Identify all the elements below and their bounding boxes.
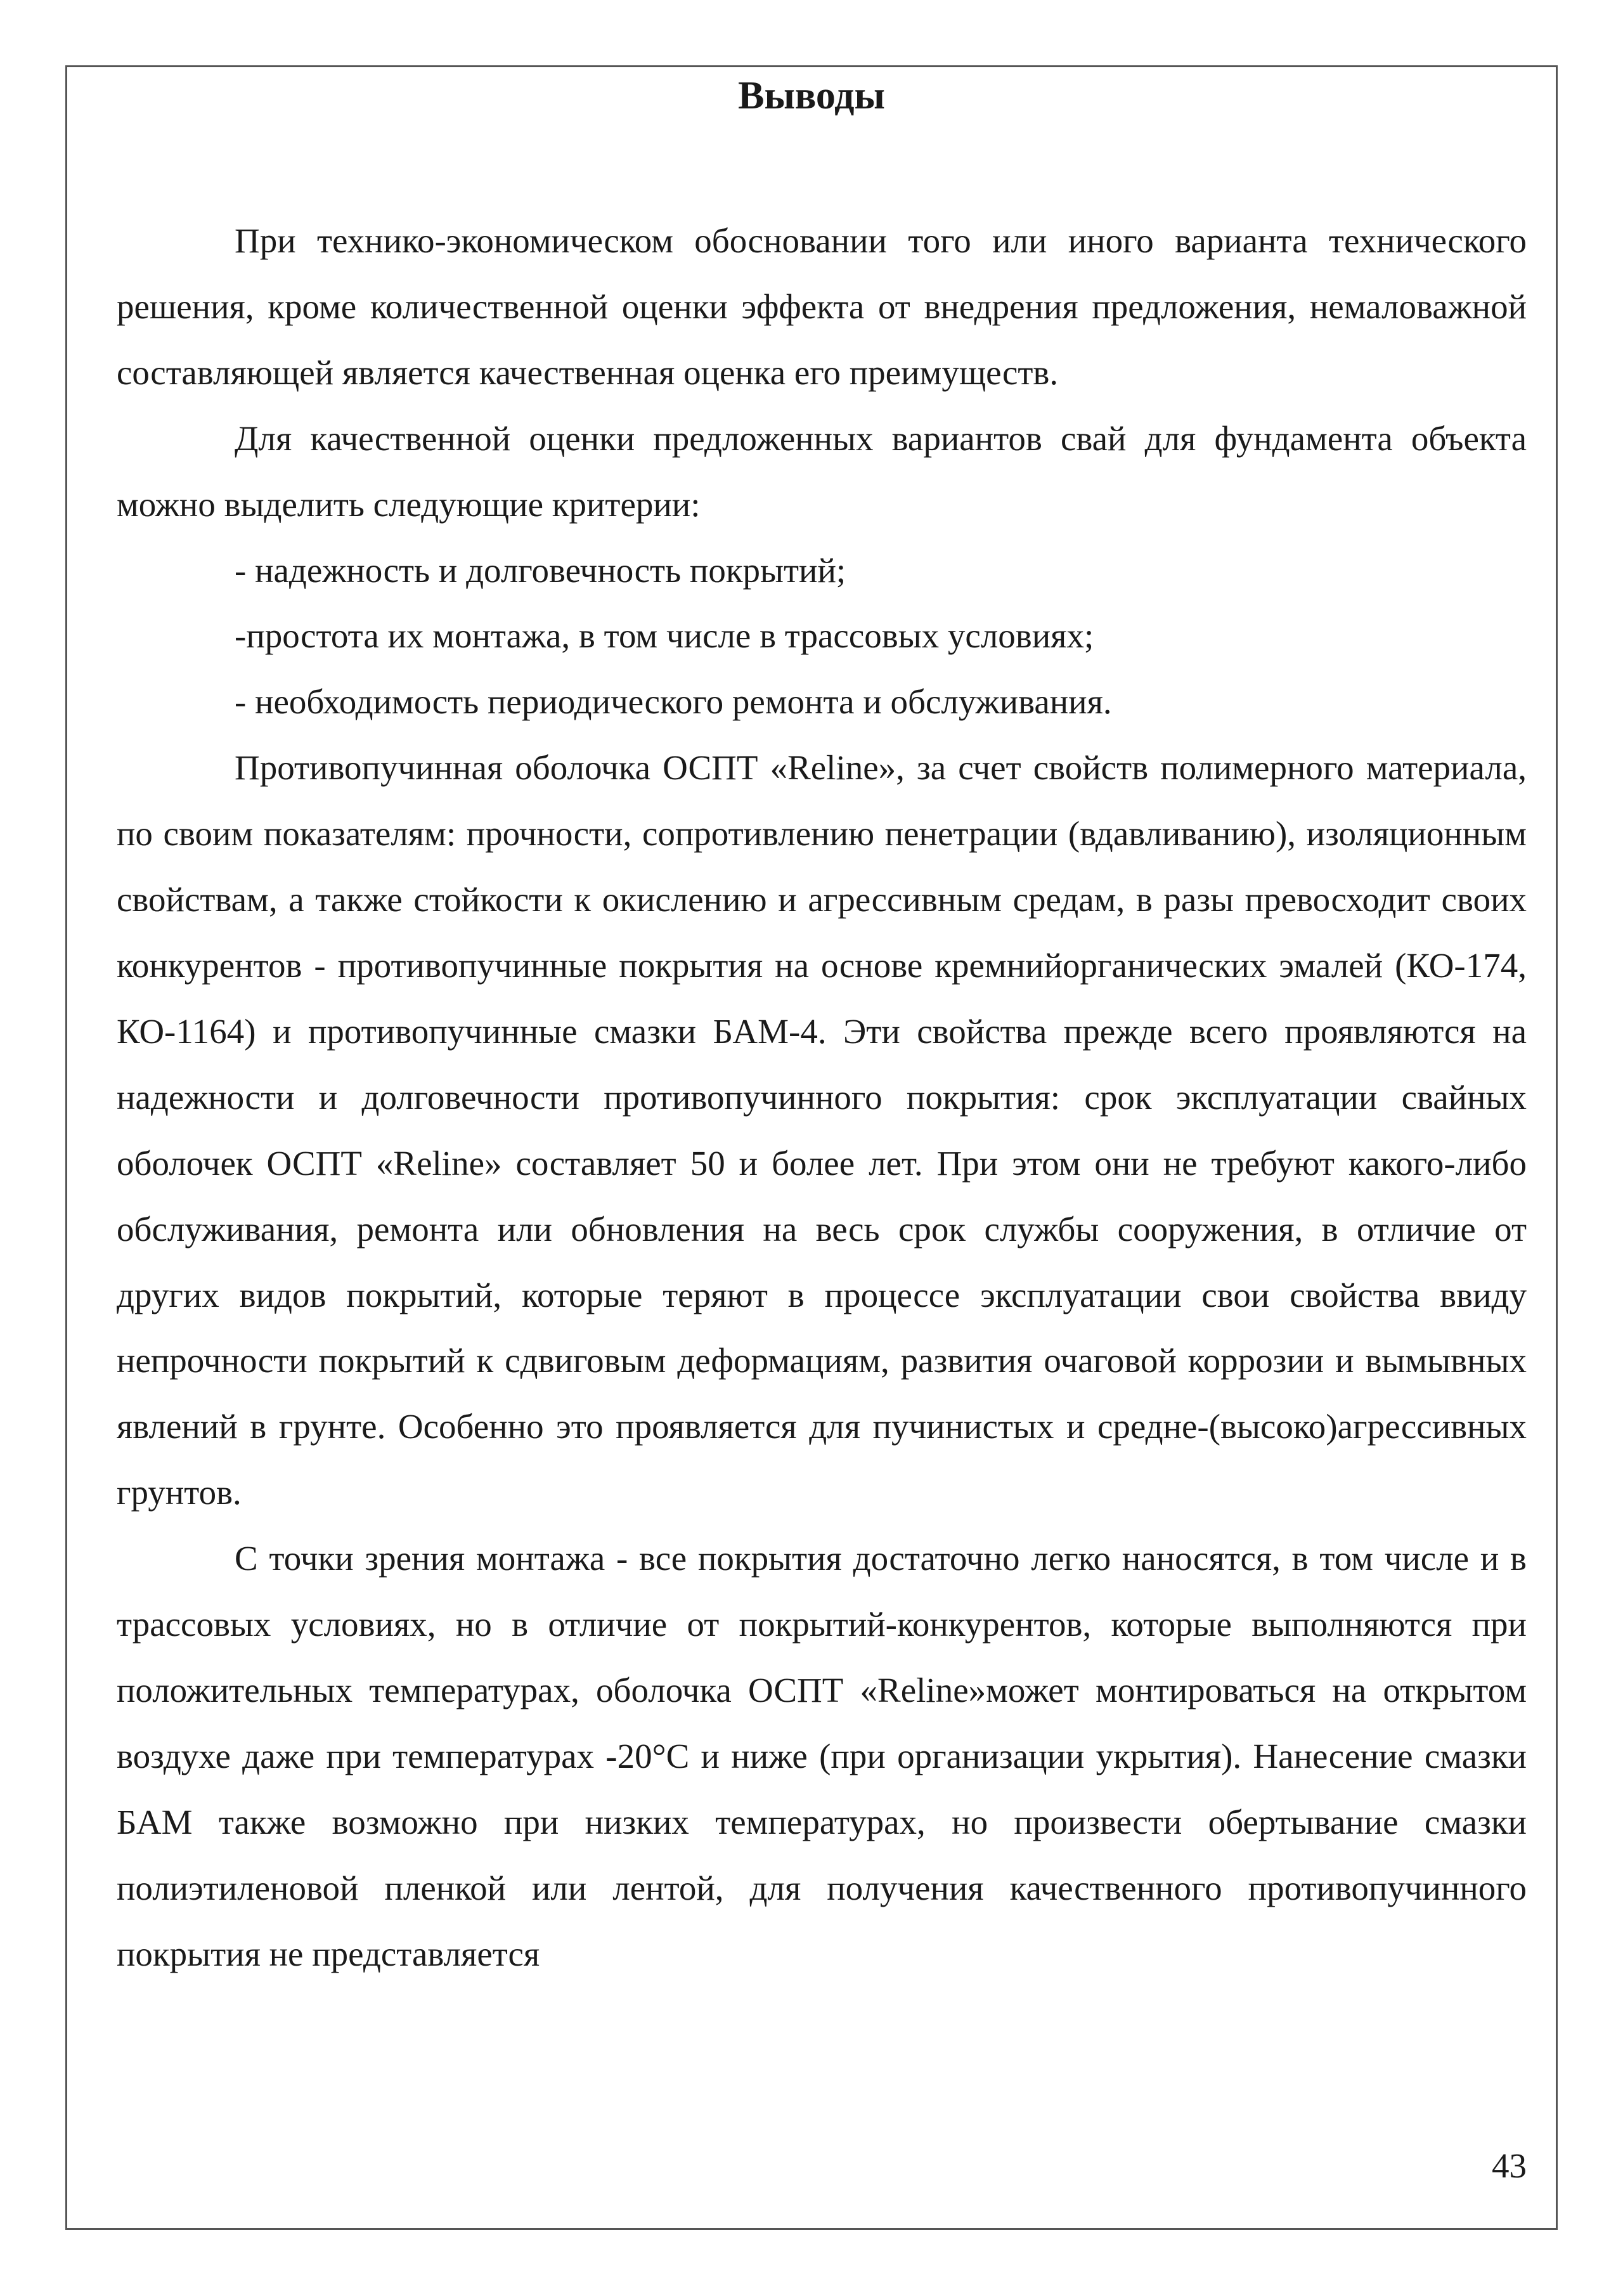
paragraph-criteria-intro: Для качественной оценки предложенных вариантов свай для фундамента объекта можно выделить следующие критерии:: [117, 418, 1527, 524]
page-title: Выводы: [738, 74, 885, 117]
body-text: [117, 208, 1527, 1987]
page-number: 43: [1492, 2146, 1527, 2185]
paragraph-installation: С точки зрения монтажа - все покрытия достаточно легко наносятся, в том числе и в трассовых условиях, но в отличие от покрытий-конкурентов, которые выполняются при положительных температурах, оболочка ОСПТ «Reline»может монтироваться на открытом воздухе даже при температурах -20°С и ниже (при организации укрытия). Нанесение смазки БАМ также возможно при низких температурах, но произвести обертывание смазки полиэтиленовой пленкой или лентой, для получения качественного противопучинного покрытия не представляется: [117, 1539, 1527, 1973]
paragraph-intro: При технико-экономическом обосновании того или иного варианта технического решения, кроме количественной оценки эффекта от внедрения предложения, немаловажной составляющей является качественная оценка его преимуществ.: [117, 221, 1527, 392]
paragraph-reline-properties: Противопучинная оболочка ОСПТ «Reline», за счет свойств полимерного материала, по своим показателям: прочности, сопротивлению пенетрации (вдавливанию), изоляционным свойствам, а также стойкости к окислению и агрессивным средам, в разы превосходит своих конкурентов - противопучинные покрытия на основе кремнийорганических эмалей (КО-174, КО-1164) и противопучинные смазки БАМ-4. Эти свойства прежде всего проявляются на надежности и долговечности противопучинного покрытия: срок эксплуатации свайных оболочек ОСПТ «Reline» составляет 50 и более лет. При этом они не требуют какого-либо обслуживания, ремонта или обновления на весь срок службы сооружения, в отличие от других видов покрытий, которые теряют в процессе эксплуатации свои свойства ввиду непрочности покрытий к сдвиговым деформациям, развития очаговой коррозии и вымывных явлений в грунте. Особенно это проявляется для пучинистых и средне-(высоко)агрессивных грунтов.: [117, 748, 1527, 1512]
criteria-item: - необходимость периодического ремонта и обслуживания.: [235, 682, 1112, 722]
criteria-item: - надежность и долговечность покрытий;: [235, 550, 846, 590]
criteria-item: -простота их монтажа, в том числе в трассовых условиях;: [235, 616, 1094, 656]
